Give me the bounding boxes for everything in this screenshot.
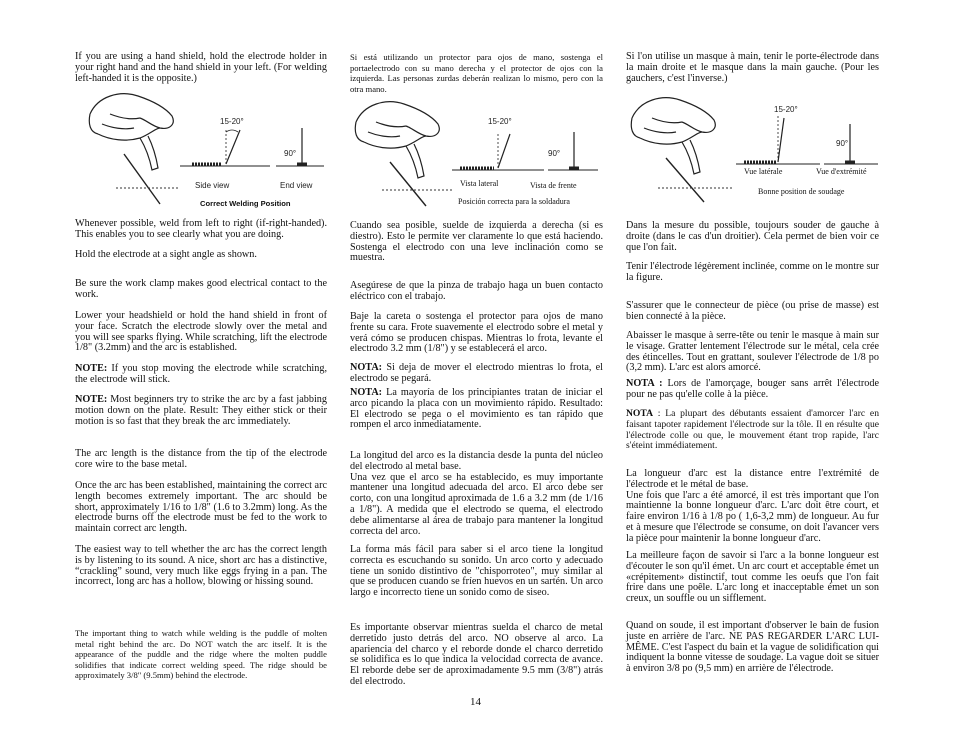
note-text: Lors de l'amorçage, bouger sans arrêt l'électrode pour ne pas qu'elle colle à la pièce. [626,378,879,400]
note-text: If you stop moving the electrode while scratching, the electrode will stick. [75,363,327,385]
english-paragraph-8: The important thing to watch while welding is the puddle of molten metal right behind the arc. Do NOT watch the arc itself. It is the appearance of the puddle and the ridge where the molten puddle solidifies that indicate correct welding speed. The ridge should be approximately 3/8" (9.5mm) behind the electrode. [75,628,327,681]
spanish-angle-label: 15-20° [488,117,512,126]
english-paragraph-5: The arc length is the distance from the tip of the electrode core wire to the base metal. [75,448,327,470]
french-note-1 [626,379,879,401]
spanish-paragraph-1: Cuando sea posible, suelde de izquierda a derecha (si es diestro). Esto le permite ver claramente lo que está haciendo. Sostenga el electrodo con una leve inclinación como se muestra. [350,220,603,264]
end-view-diagram [276,128,324,166]
english-paragraph-4: Lower your headshield or hold the hand shield in front of your face. Scratch the electrode slowly over the metal and you will see sparks flying. While scratching, lift the electrode 1/8" (3.2mm) and the arc is established. [75,310,327,354]
french-side-view-label: Vue latérale [744,167,783,176]
note-text: : La plupart des débutants essaient d'amorcer l'arc en faisant tapoter rapidement l'électrode sur la tôle. Il en résulte que l'électrode colle ou que, le mouvement étant trop rapide, l'arc s'éteint immédiatement. [626,408,879,452]
note-label: NOTA : [626,378,663,389]
french-end-view-label: Vue d'extrémité [816,167,867,176]
english-figure-caption: Correct Welding Position [200,199,291,208]
french-paragraph-7: Quand on soude, il est important d'observer le bain de fusion juste en arrière de l'arc. NE PAS REGARDER L'ARC LUI-MÊME. C'est l'aspect du bain et la vague de solidification qui indiquent la bonne vitesse de soudage. La vague doit se situer à environ 3/8 po (9,5 mm) en arrière de l'électrode. [626,620,879,675]
spanish-paragraph-4: La longitud del arco es la distancia desde la punta del núcleo del electrodo al metal base. Una vez que el arco se ha establecido, es muy importante mantener una longitud adecuada del arco. El arco debe ser corto, con una longitud aproximada de 1.6 a 3.2 mm (de 1/16 a 1/8"). A medida que el electrodo se quema, el electrodo debe alimentarse al área de trabajo para mantener la longitud correcta del arco. [350,450,603,537]
hand-holding-electrode-illustration [355,102,439,178]
end-view-diagram [824,124,878,164]
note-text: Most beginners try to strike the arc by a fast jabbing motion down on the plate. Result: They either stick or their motion is so fast that they break the arc immediately. [75,394,327,427]
spanish-end-view-label: Vista de frente [530,181,577,190]
note-label: NOTE: [75,394,108,405]
spanish-paragraph-2: Asegúrese de que la pinza de trabajo haga un buen contacto eléctrico con el trabajo. [350,280,603,302]
english-paragraph-1: Whenever possible, weld from left to right (if-right-handed). This enables you to see clearly what you are doing. [75,218,327,240]
french-paragraph-6: La meilleure façon de savoir si l'arc a la bonne longueur est d'écouter le son qu'il émet. Un arc court et acceptable émet un «crépitement» distinctif, tout comme les oeufs que l'on fait frire dans une poêle. L'arc long et inacceptable émet un son creux, un souffle ou un sifflement. [626,550,879,605]
page-number: 14 [470,696,481,708]
english-intro: If you are using a hand shield, hold the electrode holder in your right hand and the hand shield in your left. (For welding left-handed it is the opposite.) [75,51,327,84]
english-note-1 [75,364,327,386]
side-view-diagram [736,116,820,164]
english-side-view-label: Side view [195,181,230,190]
spanish-perp-label: 90° [548,149,561,158]
note-label: NOTA: [350,362,383,373]
hand-holding-electrode-illustration [631,98,715,174]
side-view-diagram [452,132,544,170]
note-label: NOTA [626,408,654,419]
french-angle-label: 15-20° [774,105,798,114]
english-welding-figure [80,84,330,210]
electrode-line [390,162,426,206]
english-paragraph-2: Hold the electrode at a sight angle as shown. [75,249,257,260]
english-end-view-label: End view [280,181,313,190]
french-welding-figure [624,88,882,208]
english-angle-label: 15-20° [220,117,244,126]
note-label: NOTE: [75,363,108,374]
english-paragraph-6: Once the arc has been established, maintaining the correct arc length becomes extremely important. The arc should be short, approximately 1/16 to 1/8" (1.6 to 3.2mm) long. As the electrode burns off the electrode must be fed to the work to maintain correct arc length. [75,480,327,535]
spanish-note-2 [350,388,603,431]
french-figure-caption: Bonne position de soudage [758,187,845,196]
spanish-paragraph-6: Es importante observar mientras suelda el charco de metal derretido justo detrás del arco. NO observe al arco. La apariencia del charco y el reborde donde el charco derretido se solidifica es lo que indica la velocidad correcta de avance. El reborde debe ser de aproximadamente 9.5 mm (3/8") atrás del electrodo. [350,622,603,687]
french-intro: Si l'on utilise un masque à main, tenir le porte-électrode dans la main droite et le masque dans la main gauche. (Pour les gauchers, c'est l'inverse.) [626,51,879,84]
side-view-diagram [180,128,270,166]
french-paragraph-5: La longueur d'arc est la distance entre l'extrémité de l'électrode et le métal de base. Une fois que l'arc a été amorcé, il est très important que l'on maintienne la bonne longueur d'arc. L'arc doit être court, et faire environ 1/16 à 1/8 po ( 1,6-3,2 mm) de longueur. Au fur et à mesure que l'électrode se consume, on doit l'avancer vers la pièce pour maintenir la bonne longueur d'arc. [626,468,879,544]
spanish-side-view-label: Vista lateral [460,179,499,188]
spanish-paragraph-3: Baje la careta o sostenga el protector para ojos de mano frente su cara. Frote suavemente el electrodo sobre el metal y verá cómo se producen chispas. Mientras lo frota, levante el electrodo 3.2 mm (1/8") y se establecerá el arco. [350,311,603,355]
english-note-2 [75,395,327,427]
spanish-intro: Si está utilizando un protector para ojos de mano, sostenga el portaelectrodo con su mano derecha y el protector de ojos con la izquierda. Las personas zurdas deberán realizan lo mismo, pero con la otra mano. [350,52,603,94]
spanish-figure-caption: Posición correcta para la soldadura [458,197,570,206]
hand-holding-electrode-illustration [89,94,173,170]
french-paragraph-2: Tenir l'électrode légèrement inclinée, comme on le montre sur la figure. [626,261,879,283]
electrode-line [124,154,160,204]
spanish-paragraph-5: La forma más fácil para saber si el arco tiene la longitud correcta es escuchando su sonido. Un arco corto y adecuado tiene un sonido distintivo de "chisporroteo", muy similar al que se producen cuando se fríen huevos en un sartén. Un arco largo e incorrecto tiene un sonido como de siseo. [350,544,603,599]
french-paragraph-1: Dans la mesure du possible, toujours souder de gauche à droite (dans le cas d'un droitier). Cela permet de bien voir ce que l'on fait. [626,220,879,253]
spanish-welding-figure [348,94,604,212]
french-note-2 [626,409,879,452]
english-paragraph-7: The easiest way to tell whether the arc has the correct length is by listening to its sound. A nice, short arc has a distinctive, “crackling” sound, very much like eggs frying in a pan. The incorrect, long arc has a hollow, blowing or hissing sound. [75,544,327,588]
french-perp-label: 90° [836,139,849,148]
english-paragraph-3: Be sure the work clamp makes good electrical contact to the work. [75,278,327,300]
french-paragraph-3: S'assurer que le connecteur de pièce (ou prise de masse) est bien connecté à la pièce. [626,300,879,322]
french-paragraph-4: Abaisser le masque à serre-tête ou tenir le masque à main sur le visage. Gratter lentement l'électrode sur le métal, cela crée des étincelles. Tout en grattant, soulever l'électrode de 1/8 po (3,2 mm). L'arc est alors amorcé. [626,330,879,374]
english-perp-label: 90° [284,149,297,158]
spanish-note-1 [350,363,603,385]
note-label: NOTA: [350,387,383,398]
note-text: La mayoría de los principiantes tratan de iniciar el arco picando la placa con un movimiento rápido. Resultado: El electrodo se pega o el movimiento es tan rápido que rompen el arco inmediatamente. [350,387,603,431]
note-text: Si deja de mover el electrodo mientras lo frota, el electrodo se pegará. [350,362,603,384]
